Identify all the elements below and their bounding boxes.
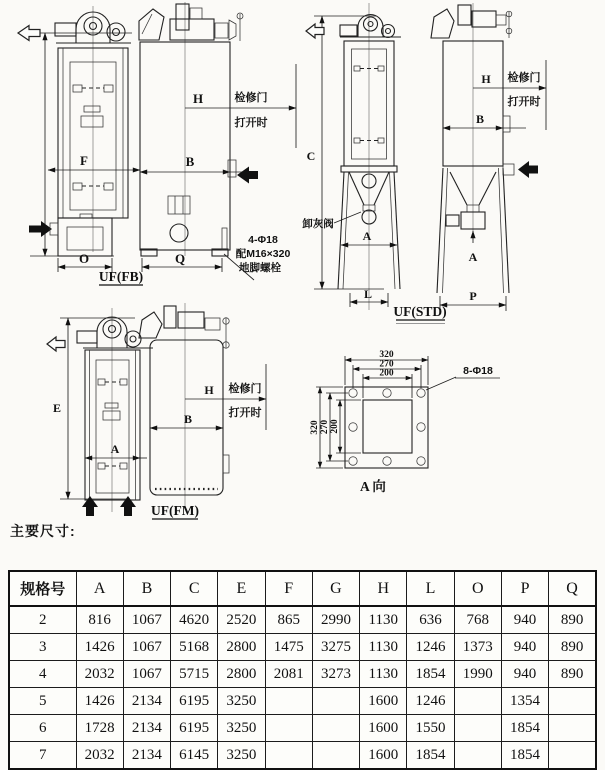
uffm-front-view bbox=[139, 303, 266, 507]
table-cell: 865 bbox=[265, 606, 312, 634]
table-cell: 6 bbox=[9, 715, 76, 742]
ufstd-title: UF(STD) bbox=[393, 304, 447, 319]
table-cell: 3250 bbox=[218, 742, 265, 770]
table-header-cell: B bbox=[123, 571, 170, 606]
table-row bbox=[9, 606, 596, 634]
dim-label-h: H bbox=[204, 383, 214, 397]
dim-label-b: B bbox=[183, 412, 193, 426]
table-cell bbox=[265, 715, 312, 742]
table-cell bbox=[549, 742, 596, 770]
anchor-note-line2: 配M16×320 bbox=[235, 248, 291, 260]
section-title: 主要尺寸: bbox=[10, 523, 76, 539]
table-cell bbox=[454, 742, 501, 770]
dim-label-h: H bbox=[192, 91, 204, 106]
anchor-note-line3: 地脚螺栓 bbox=[239, 262, 281, 274]
table-header-cell: P bbox=[501, 571, 548, 606]
table-cell bbox=[454, 688, 501, 715]
table-cell: 2134 bbox=[123, 715, 170, 742]
table-cell: 7 bbox=[9, 742, 76, 770]
table-cell bbox=[454, 715, 501, 742]
table-cell: 1426 bbox=[76, 634, 123, 661]
table-cell: 6195 bbox=[171, 715, 218, 742]
outlet-arrow-icon bbox=[18, 26, 40, 41]
table-row bbox=[9, 715, 596, 742]
dim-label-c: C bbox=[306, 149, 316, 163]
table-cell: 890 bbox=[549, 606, 596, 634]
flange-left-dim-270: 270 bbox=[320, 419, 330, 435]
table-row bbox=[9, 661, 596, 688]
flange-left-dim-200: 200 bbox=[330, 419, 340, 434]
table-cell: 816 bbox=[76, 606, 123, 634]
table-cell: 5 bbox=[9, 688, 76, 715]
table-cell: 3250 bbox=[218, 715, 265, 742]
table-cell: 1426 bbox=[76, 688, 123, 715]
dimensions-table bbox=[8, 570, 597, 770]
table-cell bbox=[549, 715, 596, 742]
flange-top-dim-320: 320 bbox=[379, 350, 394, 360]
table-header-cell: O bbox=[454, 571, 501, 606]
flange-bolt-callout bbox=[426, 365, 500, 390]
table-header-cell: G bbox=[312, 571, 359, 606]
table-cell: 768 bbox=[454, 606, 501, 634]
table-cell: 1067 bbox=[123, 634, 170, 661]
table-cell: 5715 bbox=[171, 661, 218, 688]
table-cell: 2520 bbox=[218, 606, 265, 634]
inlet-arrow-icon bbox=[29, 221, 52, 237]
table-cell: 1600 bbox=[360, 688, 407, 715]
anchor-note-line1: 4-Φ18 bbox=[248, 234, 278, 246]
flange-title: A 向 bbox=[360, 479, 386, 494]
table-cell bbox=[312, 715, 359, 742]
table-cell: 2032 bbox=[76, 742, 123, 770]
table-cell: 6195 bbox=[171, 688, 218, 715]
table-cell: 1130 bbox=[360, 661, 407, 688]
uffm-side-view bbox=[47, 308, 153, 516]
table-header-cell: E bbox=[218, 571, 265, 606]
outlet-arrow-icon bbox=[306, 24, 324, 38]
table-cell: 1067 bbox=[123, 661, 170, 688]
dim-label-a2: A bbox=[468, 250, 478, 264]
outlet-arrow-icon bbox=[47, 337, 65, 351]
table-cell bbox=[549, 688, 596, 715]
table-header-cell: L bbox=[407, 571, 454, 606]
drawing-flange-view-a bbox=[300, 330, 595, 510]
table-cell: 1246 bbox=[407, 688, 454, 715]
table-cell: 4620 bbox=[171, 606, 218, 634]
bolt-note: 8-Φ18 bbox=[463, 365, 493, 377]
table-cell: 3273 bbox=[312, 661, 359, 688]
dim-label-b: B bbox=[475, 112, 485, 126]
table-cell: 2134 bbox=[123, 742, 170, 770]
ufstd-front-view bbox=[431, 3, 546, 311]
drawing-ufstd bbox=[300, 0, 605, 325]
table-cell: 1854 bbox=[407, 661, 454, 688]
table-cell: 1354 bbox=[501, 688, 548, 715]
table-cell: 2800 bbox=[218, 634, 265, 661]
table-cell: 940 bbox=[501, 634, 548, 661]
flange-top-dimensions bbox=[345, 350, 428, 398]
table-cell: 1854 bbox=[407, 742, 454, 770]
table-cell: 4 bbox=[9, 661, 76, 688]
table-cell bbox=[312, 742, 359, 770]
table-row bbox=[9, 688, 596, 715]
table-cell: 3275 bbox=[312, 634, 359, 661]
door-note-line2: 打开时 bbox=[234, 117, 268, 129]
table-cell: 2081 bbox=[265, 661, 312, 688]
inlet-arrow-icon bbox=[518, 161, 538, 178]
uffb-front-view bbox=[139, 2, 296, 280]
table-cell: 890 bbox=[549, 661, 596, 688]
flange-top-dim-270: 270 bbox=[379, 359, 394, 370]
table-row bbox=[9, 742, 596, 770]
door-note-line1: 检修门 bbox=[507, 72, 541, 84]
uffb-side-view bbox=[18, 6, 140, 272]
table-cell: 3 bbox=[9, 634, 76, 661]
table-cell: 1600 bbox=[360, 715, 407, 742]
table-cell: 1130 bbox=[360, 634, 407, 661]
drawing-uffm bbox=[35, 300, 305, 538]
door-note-line1: 检修门 bbox=[228, 383, 262, 395]
table-header-cell: F bbox=[265, 571, 312, 606]
table-header-cell: H bbox=[360, 571, 407, 606]
table-header-cell: C bbox=[171, 571, 218, 606]
dim-label-q: Q bbox=[174, 251, 186, 266]
table-header-row bbox=[9, 571, 596, 606]
dim-label-l: L bbox=[363, 287, 373, 301]
table-cell: 1728 bbox=[76, 715, 123, 742]
flange-body bbox=[345, 387, 428, 468]
table-header-cell: 规格号 bbox=[9, 571, 76, 606]
flange-top-dim-200: 200 bbox=[379, 368, 394, 379]
table-cell: 3250 bbox=[218, 688, 265, 715]
table-row bbox=[9, 634, 596, 661]
table-cell: 2990 bbox=[312, 606, 359, 634]
table-cell: 940 bbox=[501, 606, 548, 634]
ash-valve-label: 卸灰阀 bbox=[302, 218, 334, 230]
table-cell: 940 bbox=[501, 661, 548, 688]
dim-label-a: A bbox=[110, 442, 120, 456]
flange-left-dim-320: 320 bbox=[310, 420, 320, 435]
dim-label-p: P bbox=[469, 289, 477, 303]
table-cell bbox=[265, 688, 312, 715]
dim-label-h: H bbox=[481, 72, 491, 86]
dim-label-f: F bbox=[80, 153, 88, 168]
uffb-title: UF(FB) bbox=[98, 269, 144, 284]
table-header-cell: Q bbox=[549, 571, 596, 606]
table-cell: 1854 bbox=[501, 715, 548, 742]
table-cell: 2800 bbox=[218, 661, 265, 688]
drawing-uffb bbox=[0, 0, 310, 300]
table-cell: 2134 bbox=[123, 688, 170, 715]
table-cell: 1990 bbox=[454, 661, 501, 688]
table-cell: 1550 bbox=[407, 715, 454, 742]
table-cell: 6145 bbox=[171, 742, 218, 770]
dim-label-b: B bbox=[185, 154, 195, 169]
table-cell: 2032 bbox=[76, 661, 123, 688]
table-header-cell: A bbox=[76, 571, 123, 606]
door-note-line1: 检修门 bbox=[234, 92, 268, 104]
inlet-arrow-icon bbox=[237, 167, 258, 184]
table-cell bbox=[312, 688, 359, 715]
table-cell: 1373 bbox=[454, 634, 501, 661]
table-cell: 636 bbox=[407, 606, 454, 634]
ufstd-side-view bbox=[302, 3, 401, 310]
table-cell: 1600 bbox=[360, 742, 407, 770]
table-cell: 5168 bbox=[171, 634, 218, 661]
table-cell: 890 bbox=[549, 634, 596, 661]
uffm-title: UF(FM) bbox=[151, 503, 199, 518]
flange-left-dimensions bbox=[310, 387, 361, 468]
dim-label-a: A bbox=[362, 229, 372, 243]
table-cell: 1246 bbox=[407, 634, 454, 661]
door-note-line2: 打开时 bbox=[507, 96, 541, 108]
table-cell: 2 bbox=[9, 606, 76, 634]
table-cell: 1475 bbox=[265, 634, 312, 661]
table-cell: 1854 bbox=[501, 742, 548, 770]
table-cell: 1130 bbox=[360, 606, 407, 634]
table-cell bbox=[265, 742, 312, 770]
dim-label-e: E bbox=[52, 401, 62, 415]
table-cell: 1067 bbox=[123, 606, 170, 634]
door-note-line2: 打开时 bbox=[228, 407, 262, 419]
dim-label-o: O bbox=[78, 251, 90, 266]
